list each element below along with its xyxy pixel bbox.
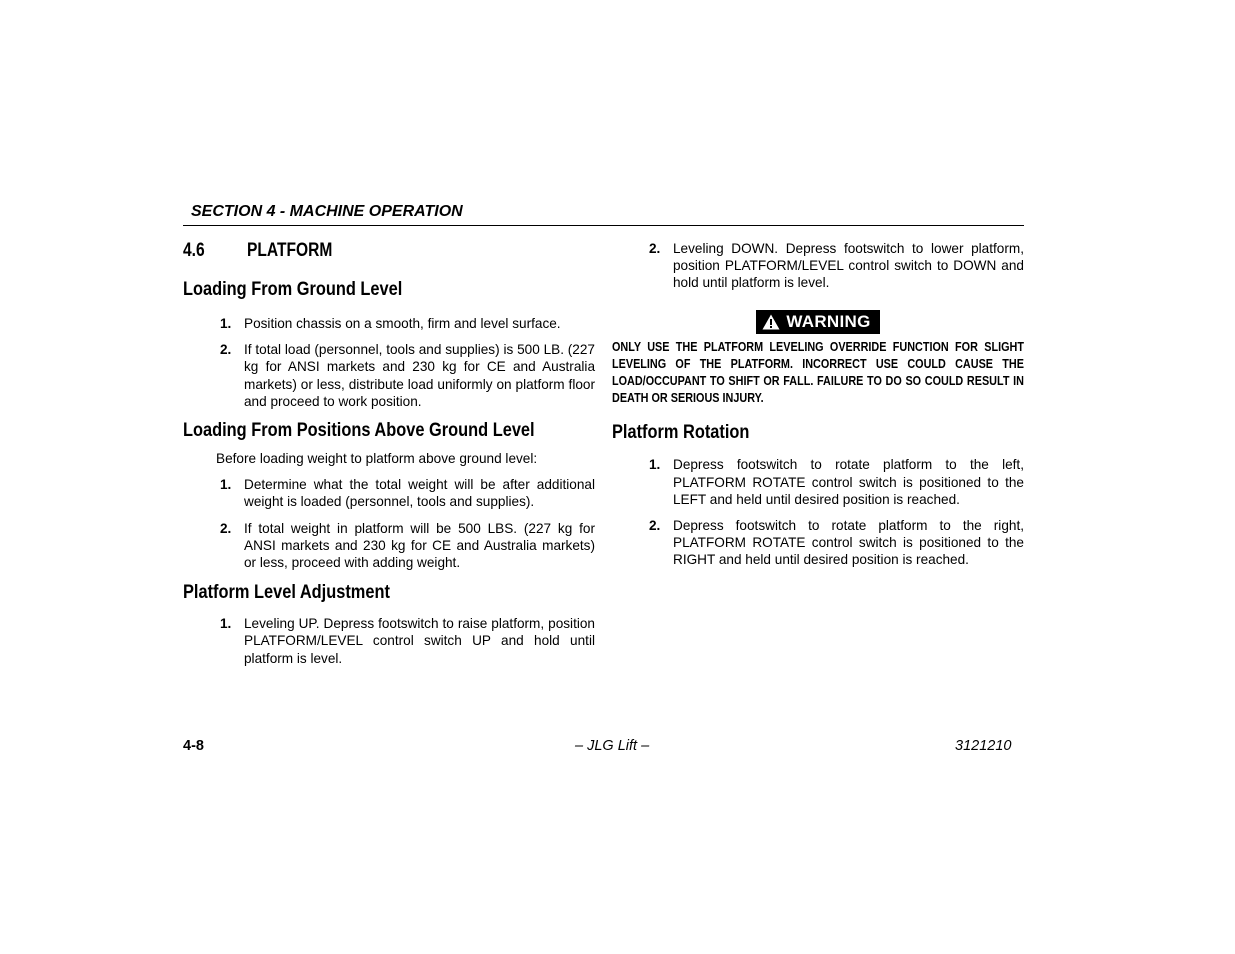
warning-triangle-icon xyxy=(762,314,780,330)
list-item xyxy=(183,615,595,667)
warning-text: ONLY USE THE PLATFORM LEVELING OVERRIDE FUNCTION FOR SLIGHT LEVELING OF THE PLATFORM. INCORRECT USE COULD CAUSE THE LOAD/OCCUPANT TO SHIFT OR FALL. FAILURE TO DO SO COULD RESULT IN DEATH OR SERIOUS INJURY. xyxy=(612,339,1024,406)
step-number: 1. xyxy=(220,616,232,632)
step-text: Leveling DOWN. Depress footswitch to lower platform, position PLATFORM/LEVEL control switch to DOWN and hold until platform is level. xyxy=(673,241,1024,291)
document-number: 3121210 xyxy=(955,738,1012,754)
list-item xyxy=(612,517,1024,569)
heading-loading-above-ground: Loading From Positions Above Ground Level xyxy=(183,419,535,442)
step-number: 2. xyxy=(649,241,661,256)
section-header xyxy=(183,201,1024,226)
list-item xyxy=(183,341,595,410)
section-title-text: PLATFORM xyxy=(246,240,333,261)
step-text: Leveling UP. Depress footswitch to raise platform, position PLATFORM/LEVEL control switch UP and hold until platform is level. xyxy=(244,616,595,666)
warning-label-text: WARNING xyxy=(786,311,871,331)
page-number: 4-8 xyxy=(183,738,204,754)
level-adjustment-steps xyxy=(183,615,595,667)
section-title xyxy=(183,240,521,264)
step-text: Depress footswitch to rotate platform to the right, PLATFORM ROTATE control switch is positioned to the RIGHT and held until desired position is reached. xyxy=(673,518,1024,568)
list-item xyxy=(183,520,595,572)
list-item xyxy=(183,476,595,510)
step-number: 1. xyxy=(220,477,232,493)
warning-box xyxy=(612,310,1024,334)
rotation-steps xyxy=(612,456,1024,568)
level-adjustment-steps-continued xyxy=(612,240,1024,292)
step-number: 2. xyxy=(220,342,232,358)
ground-level-steps xyxy=(183,315,595,410)
list-item xyxy=(183,315,595,332)
heading-loading-ground-level: Loading From Ground Level xyxy=(183,278,403,300)
above-ground-intro: Before loading weight to platform above ground level: xyxy=(216,451,538,467)
right-column xyxy=(612,240,1024,569)
section-header-title: SECTION 4 - MACHINE OPERATION xyxy=(191,203,463,220)
step-text: If total load (personnel, tools and supplies) is 500 LB. (227 kg for ANSI markets and 230 kg for CE and Australia markets) or less, distribute load uniformly on platform floor and proceed to work position. xyxy=(244,342,595,409)
list-item xyxy=(612,240,1024,292)
step-number: 1. xyxy=(220,316,232,331)
heading-platform-level-adjustment: Platform Level Adjustment xyxy=(183,581,390,604)
left-column xyxy=(183,240,595,667)
step-number: 1. xyxy=(649,457,661,473)
footer-brand: – JLG Lift – xyxy=(575,738,650,754)
step-number: 2. xyxy=(220,520,232,536)
list-item xyxy=(612,456,1024,508)
step-text: Position chassis on a smooth, firm and level surface. xyxy=(244,316,561,331)
heading-platform-rotation: Platform Rotation xyxy=(612,421,750,444)
step-number: 2. xyxy=(649,518,661,534)
above-ground-steps xyxy=(183,476,595,571)
step-text: If total weight in platform will be 500 LBS. (227 kg for ANSI markets and 230 kg for CE and Australia markets) or less, proceed with adding weight. xyxy=(244,520,595,571)
step-text: Determine what the total weight will be after additional weight is loaded (personnel, tools and supplies). xyxy=(244,477,595,510)
warning-label xyxy=(756,310,879,334)
section-number: 4.6 xyxy=(183,240,205,261)
step-text: Depress footswitch to rotate platform to the left, PLATFORM ROTATE control switch is positioned to the LEFT and held until desired position is reached. xyxy=(673,457,1024,507)
